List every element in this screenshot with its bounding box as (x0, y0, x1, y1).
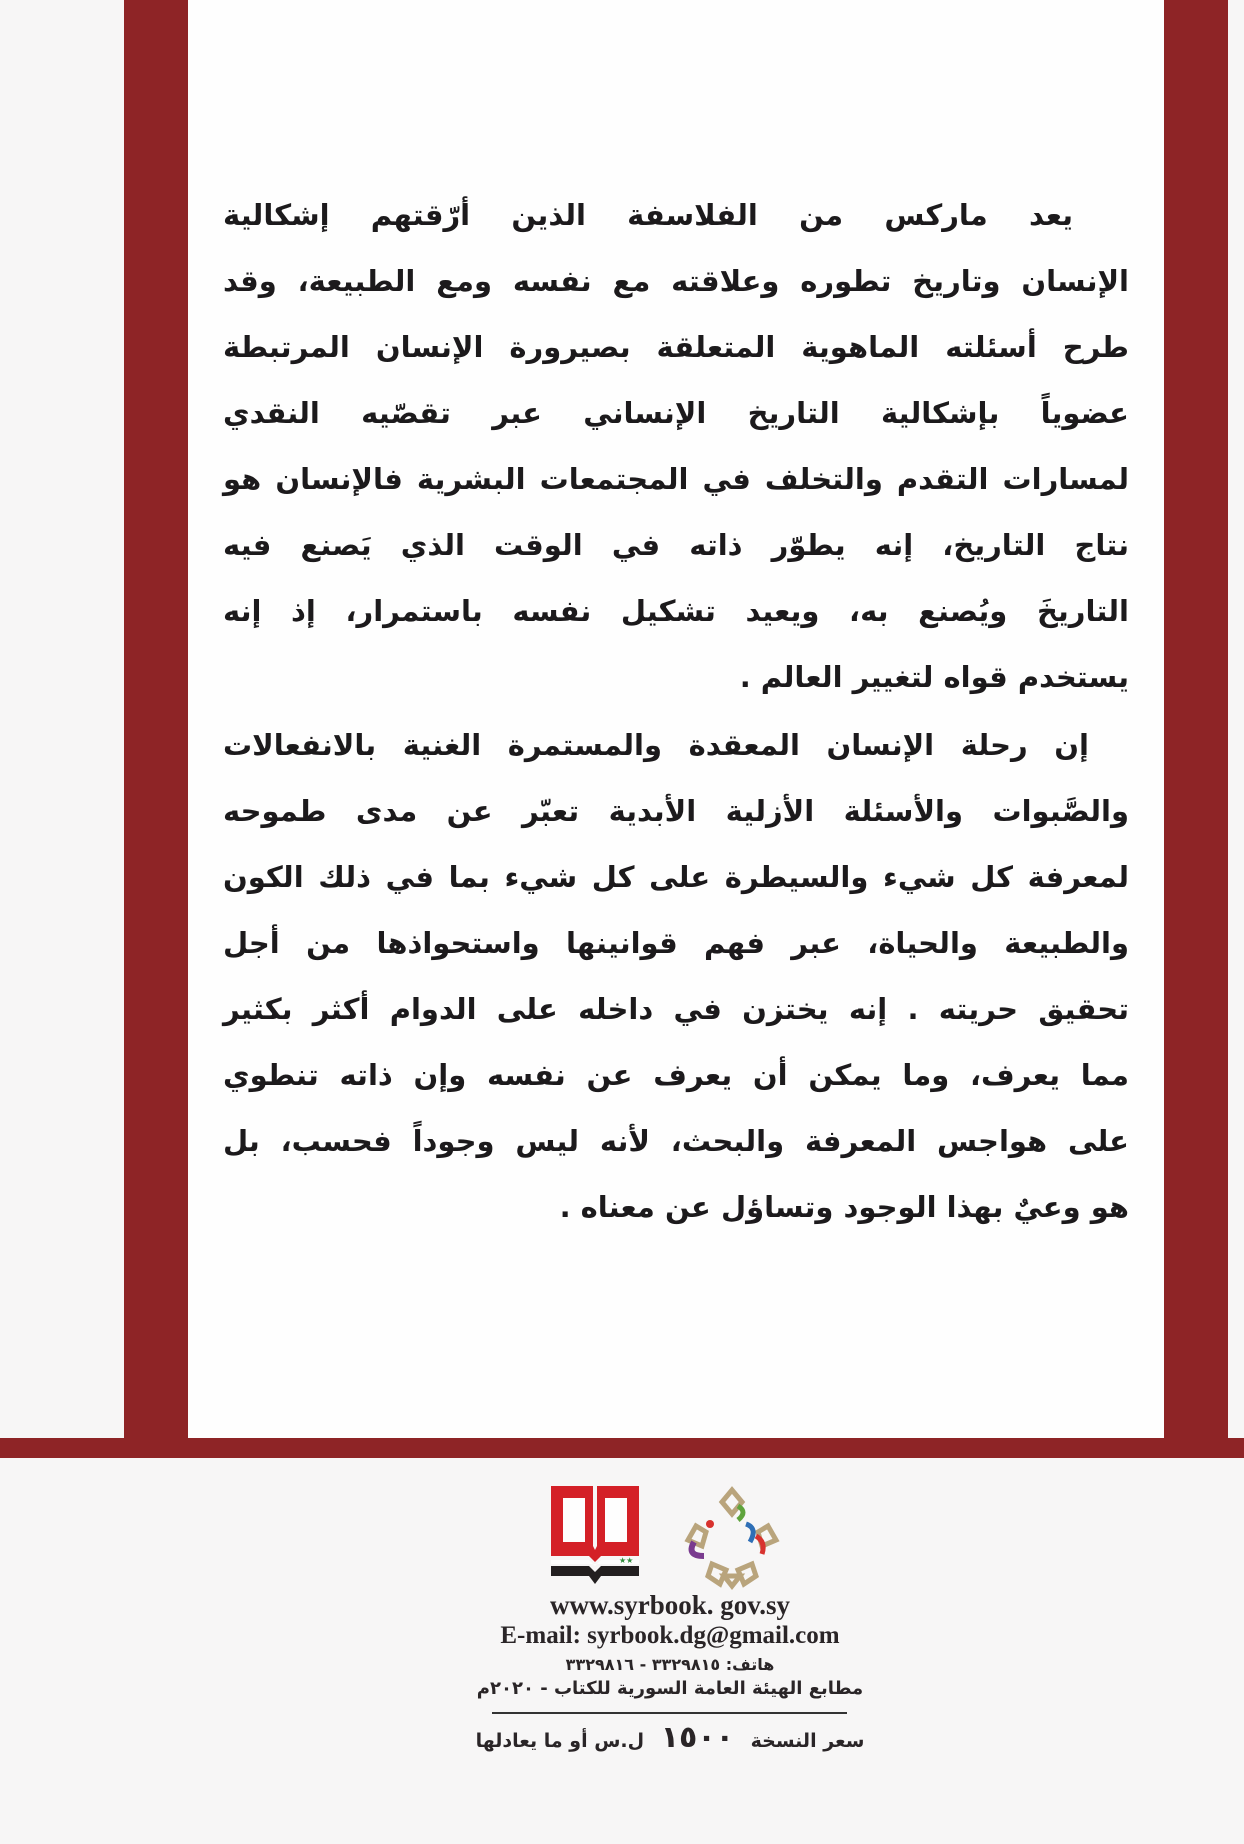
frame-bottom-bar (0, 1438, 1244, 1458)
email-address[interactable]: E-mail: syrbook.dg@gmail.com (500, 1622, 840, 1649)
text-line: والطبيعة والحياة، عبر فهم قوانينها واستحواذها من أجل (223, 926, 1129, 960)
text-line: يعد ماركس من الفلاسفة الذين أرّقتهم إشكالية (223, 198, 1073, 232)
text-line: التاريخَ ويُصنع به، ويعيد تشكيل نفسه باستمرار، إذ إنه (223, 594, 1129, 628)
price-value: ١٥٠٠ (660, 1720, 734, 1755)
text-line: لمعرفة كل شيء والسيطرة على كل شيء بما في ذلك الكون (223, 860, 1129, 894)
syrian-book-authority-logo (549, 1484, 641, 1584)
text-line: تحقيق حريته . إنه يختزن في داخله على الدوام أكثر بكثير (223, 992, 1129, 1026)
text-line: والصَّبوات والأسئلة الأزلية الأبدية تعبّر عن مدى طموحه (223, 794, 1129, 828)
text-line: الإنسان وتاريخ تطوره وعلاقته مع نفسه ومع الطبيعة، وقد (223, 264, 1129, 298)
phone-numbers: هاتف: ٣٣٢٩٨١٥ - ٣٣٢٩٨١٦ (565, 1655, 775, 1674)
svg-text:★★: ★★ (619, 1556, 634, 1565)
divider (492, 1712, 847, 1714)
text-line: لمسارات التقدم والتخلف في المجتمعات البشرية فالإنسان هو (223, 462, 1129, 496)
blurb-text (223, 190, 1129, 1248)
paragraph-2 (223, 720, 1129, 1248)
text-line: على هواجس المعرفة والبحث، لأنه ليس وجوداً فحسب، بل (223, 1124, 1129, 1158)
text-line: هو وعيٌ بهذا الوجود وتساؤل عن معناه . (559, 1190, 1129, 1224)
price-label: سعر النسخة (750, 1730, 865, 1752)
text-line: نتاج التاريخ، إنه يطوّر ذاته في الوقت الذي يَصنع فيه (223, 528, 1129, 562)
text-line: طرح أسئلته الماهوية المتعلقة بصيرورة الإنسان المرتبطة (223, 330, 1129, 364)
text-line: عضوياً بإشكالية التاريخ الإنساني عبر تقصّيه النقدي (223, 396, 1129, 430)
frame-left-bar (124, 0, 188, 1458)
ministry-of-culture-logo (682, 1486, 782, 1590)
text-line: إن رحلة الإنسان المعقدة والمستمرة الغنية بالانفعالات (223, 728, 1089, 762)
paragraph-1 (223, 190, 1129, 718)
text-line: يستخدم قواه لتغيير العالم . (739, 660, 1129, 694)
price-suffix: ل.س أو ما يعادلها (475, 1730, 645, 1752)
frame-right-bar (1164, 0, 1228, 1458)
price-line (470, 1720, 870, 1755)
text-line: مما يعرف، وما يمكن أن يعرف عن نفسه وإن ذاته تنطوي (223, 1058, 1129, 1092)
website-url[interactable]: www.syrbook. gov.sy (549, 1590, 791, 1620)
printer-line: مطابع الهيئة العامة السورية للكتاب - ٢٠٢٠م (476, 1678, 864, 1699)
